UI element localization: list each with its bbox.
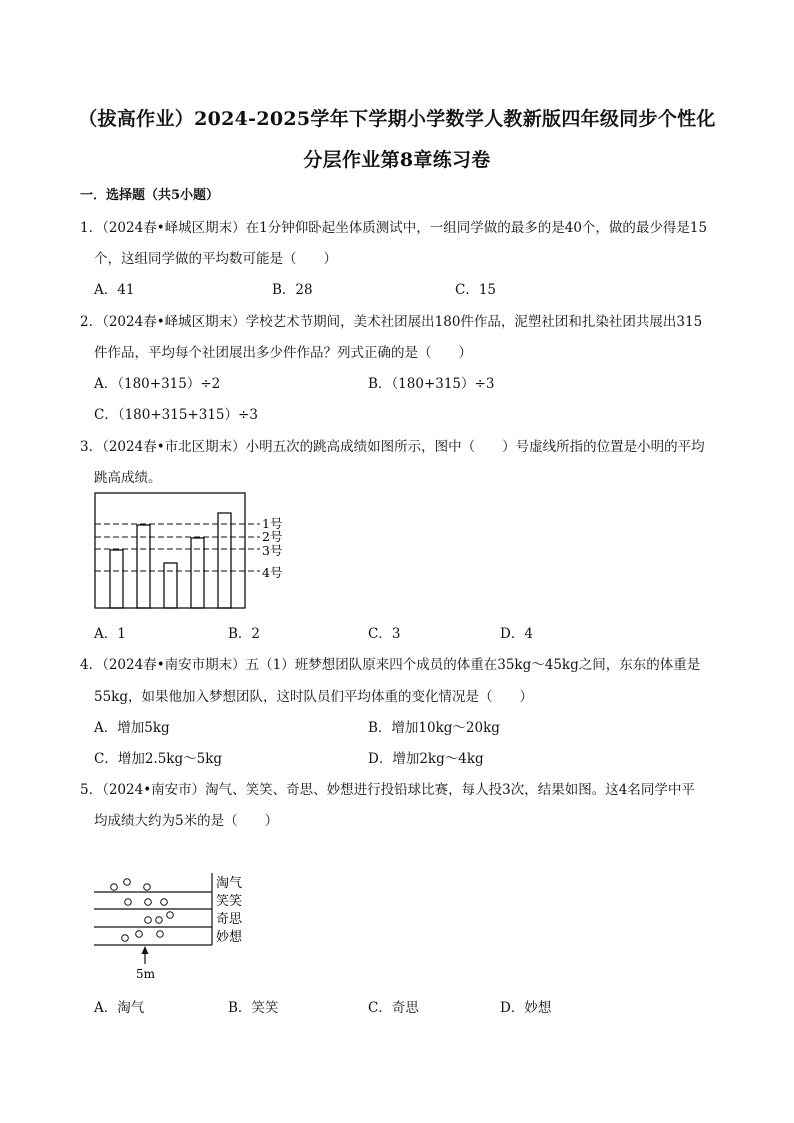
- q3-option-d: D．4: [500, 626, 533, 642]
- q5-stem-line-2: 均成绩大约为5米的是（ ）: [94, 813, 279, 829]
- q5-stem-line-1: 5．（2024•南安市）淘气、笑笑、奇思、妙想进行投铅球比赛，每人投3次，结果如图。这4名同学中平: [80, 782, 695, 798]
- throw-mark: [124, 879, 131, 886]
- q1-option-a: A．41: [94, 282, 135, 298]
- q2-option-a: A．（180+315）÷2: [94, 376, 221, 392]
- q2-stem-line-1: 2．（2024春•峄城区期末）学校艺术节期间，美术社团展出180件作品，泥塑社团和扎染社团共展出315: [80, 314, 703, 330]
- q3-option-a: A．1: [94, 626, 126, 642]
- bar-3: [164, 563, 177, 608]
- line-label-1: 1号: [262, 516, 283, 531]
- q5-shot-put-figure: [90, 868, 260, 983]
- throw-mark: [167, 912, 174, 919]
- throw-mark: [145, 917, 152, 924]
- q4-option-c: C．增加2.5kg～5kg: [94, 751, 223, 767]
- q2-option-b: B．（180+315）÷3: [368, 376, 495, 392]
- q3-option-c: C．3: [368, 626, 401, 642]
- q3-option-b: B．2: [228, 626, 261, 642]
- q5-option-c: C．奇思: [368, 1000, 419, 1016]
- lane-name-taoqi: 淘气: [216, 876, 243, 891]
- q4-option-d: D．增加2kg～4kg: [368, 751, 484, 767]
- q1-option-b: B．28: [272, 282, 313, 298]
- bar-1: [110, 550, 123, 608]
- q1-stem-line-2: 个，这组同学做的平均数可能是（ ）: [94, 251, 337, 267]
- throw-mark: [111, 884, 118, 891]
- throw-mark: [125, 899, 132, 906]
- q5-option-b: B．笑笑: [228, 1000, 279, 1016]
- document-title-line-1: （拔高作业）2024-2025学年下学期小学数学人教新版四年级同步个性化: [78, 108, 716, 130]
- line-label-2: 2号: [262, 529, 283, 544]
- q2-option-c: C．（180+315+315）÷3: [94, 407, 258, 423]
- q5-option-d: D．妙想: [500, 1000, 552, 1016]
- throw-mark: [144, 884, 151, 891]
- document-title-line-2: 分层作业第8章练习卷: [303, 149, 491, 171]
- throw-mark: [161, 899, 168, 906]
- throw-mark: [157, 931, 164, 938]
- q2-stem-line-2: 件作品，平均每个社团展出多少件作品？列式正确的是（ ）: [94, 345, 472, 361]
- q1-stem-line-1: 1．（2024春•峄城区期末）在1分钟仰卧起坐体质测试中，一组同学做的最多的是40个，做的最少得是15: [80, 220, 708, 236]
- q1-option-c: C．15: [455, 282, 497, 298]
- q4-option-b: B．增加10kg～20kg: [368, 720, 500, 736]
- bar-5: [218, 513, 231, 608]
- line-label-4: 4号: [262, 565, 283, 580]
- q4-stem-line-1: 4．（2024春•南安市期末）五（1）班梦想团队原来四个成员的体重在35kg～45kg之间，东东的体重是: [80, 657, 701, 673]
- throw-mark: [136, 931, 143, 938]
- lane-name-qisi: 奇思: [216, 912, 243, 927]
- q4-option-a: A．增加5kg: [94, 720, 170, 736]
- q3-jump-height-figure: [90, 488, 300, 613]
- throw-mark: [145, 899, 152, 906]
- lane-name-miaoxiang: 妙想: [216, 930, 243, 945]
- throw-mark: [122, 935, 129, 942]
- line-label-3: 3号: [262, 543, 283, 558]
- five-meter-label: 5m: [136, 967, 156, 981]
- lane-name-xiaoxiao: 笑笑: [216, 894, 243, 909]
- five-meter-arrow-head: [142, 946, 149, 954]
- q4-stem-line-2: 55kg，如果他加入梦想团队，这时队员们平均体重的变化情况是（ ）: [94, 689, 533, 705]
- section-heading: 一．选择题（共5小题）: [80, 188, 220, 203]
- throw-mark: [156, 917, 163, 924]
- q3-stem-line-1: 3．（2024春•市北区期末）小明五次的跳高成绩如图所示，图中（ ）号虚线所指的位置是小明的平均: [80, 439, 705, 455]
- q3-stem-line-2: 跳高成绩。: [94, 470, 162, 486]
- q5-option-a: A．淘气: [94, 1000, 145, 1016]
